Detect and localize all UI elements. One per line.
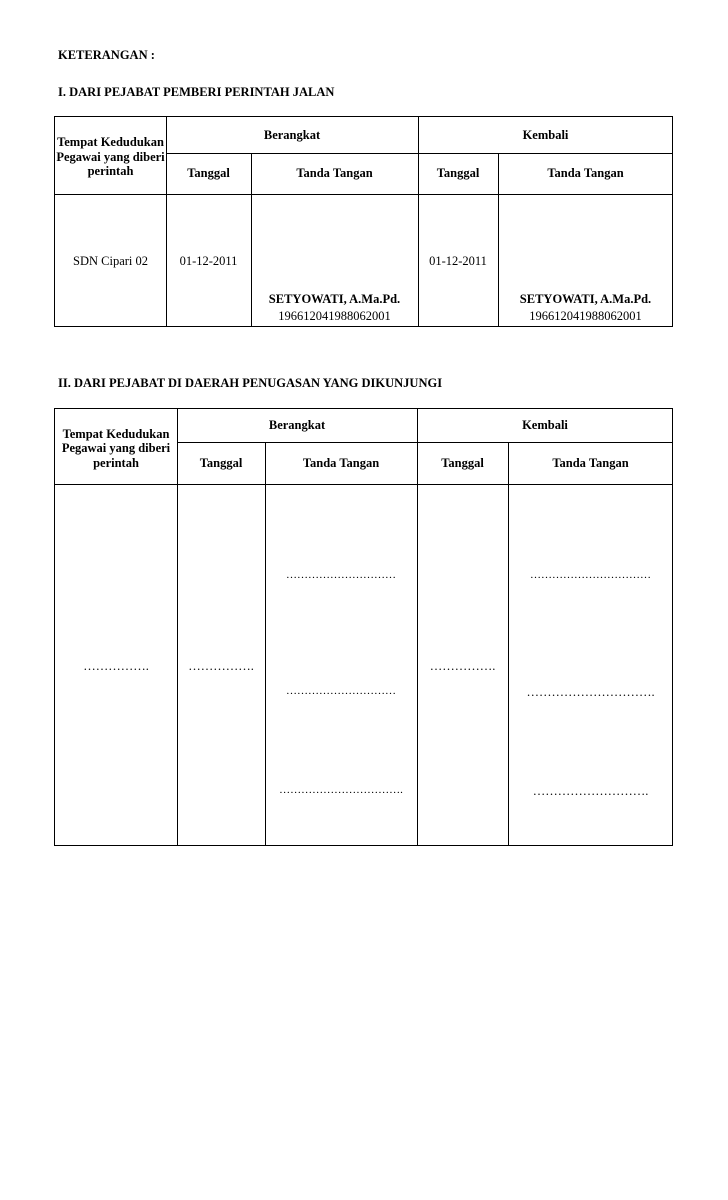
header-kembali-tanggal: Tanggal <box>441 455 484 470</box>
cell-kembali-ttd-1: …………………………… <box>530 569 651 581</box>
table-daerah-penugasan <box>54 408 673 846</box>
cell-berangkat-nip: 196612041988062001 <box>278 309 391 323</box>
divider <box>55 194 673 195</box>
header-berangkat-tanda-tangan: Tanda Tangan <box>296 166 373 181</box>
cell-berangkat-ttd-3: ……………………………. <box>279 784 403 796</box>
table-pemberi-perintah <box>54 116 673 327</box>
header-kembali: Kembali <box>522 418 568 433</box>
cell-kembali-tanggal: ……………. <box>429 659 496 673</box>
cell-berangkat-ttd-1: ………………………… <box>286 569 396 581</box>
header-berangkat: Berangkat <box>268 418 326 433</box>
keterangan-heading: KETERANGAN : <box>58 48 155 62</box>
cell-berangkat-tanggal: ……………. <box>188 659 254 673</box>
cell-berangkat-tanggal: 01-12-2011 <box>179 254 238 268</box>
header-berangkat-tanggal: Tanggal <box>199 455 243 470</box>
cell-tempat: ……………. <box>83 659 149 673</box>
header-kembali-tanda-tangan: Tanda Tangan <box>552 455 629 470</box>
header-kembali: Kembali <box>522 127 569 142</box>
section2-title: II. DARI PEJABAT DI DAERAH PENUGASAN YANG DIKUNJUNGI <box>58 376 443 390</box>
cell-berangkat-nama: SETYOWATI, A.Ma.Pd. <box>268 292 401 306</box>
cell-kembali-nama: SETYOWATI, A.Ma.Pd. <box>519 292 652 306</box>
header-kembali-tanggal: Tanggal <box>436 166 480 181</box>
header-berangkat-tanda-tangan: Tanda Tangan <box>302 455 380 470</box>
cell-kembali-nip: 196612041988062001 <box>529 309 642 323</box>
section1-title: I. DARI PEJABAT PEMBERI PERINTAH JALAN <box>58 85 335 99</box>
header-tempat: Tempat Kedudukan Pegawai yang diberi perintah <box>61 426 171 470</box>
header-kembali-tanda-tangan: Tanda Tangan <box>547 166 624 181</box>
cell-kembali-tanggal: 01-12-2011 <box>429 254 487 268</box>
cell-berangkat-ttd-2: ………………………… <box>286 685 396 697</box>
cell-kembali-ttd-2: …………………………. <box>526 685 655 699</box>
cell-kembali-ttd-3: ………………………. <box>532 784 649 798</box>
header-berangkat: Berangkat <box>263 127 321 142</box>
cell-tempat: SDN Cipari 02 <box>73 254 148 268</box>
divider <box>55 484 673 485</box>
header-tempat: Tempat Kedudukan Pegawai yang diberi perintah <box>56 135 165 179</box>
header-berangkat-tanggal: Tanggal <box>187 166 230 181</box>
